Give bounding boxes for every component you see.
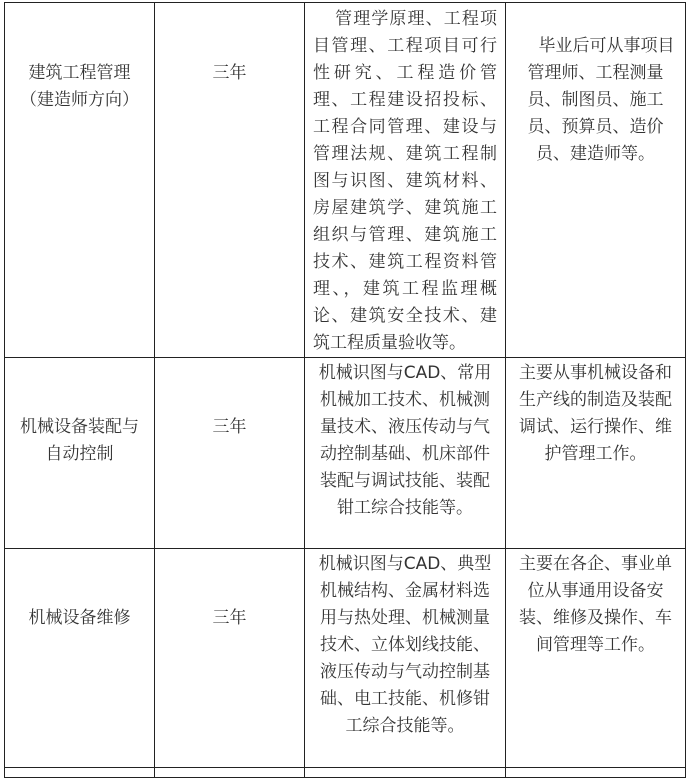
table-row-partial (5, 768, 686, 778)
empty-cell (305, 768, 506, 778)
career-cell: 毕业后可从事项目管理师、工程测量员、制图员、施工员、预算员、造价员、建造师等。 (506, 3, 686, 358)
majors-table (4, 2, 686, 778)
empty-cell (506, 768, 686, 778)
major-cell: 建筑工程管理（建造师方向） (5, 3, 155, 358)
table-row (5, 3, 686, 358)
duration-cell: 三年 (155, 3, 305, 358)
major-cell: 机械设备装配与自动控制 (5, 358, 155, 549)
empty-cell (5, 768, 155, 778)
courses-cell: 管理学原理、工程项目管理、工程项目可行性研究、工程造价管理、工程建设招投标、工程合同管理、建设与管理法规、建筑工程制图与识图、建筑材料、房屋建筑学、建筑施工组织与管理、建筑施工技术、建筑工程资料管理、，建筑工程监理概论、建筑安全技术、建筑工程质量验收等。 (305, 3, 506, 358)
career-cell: 主要在各企、事业单位从事通用设备安装、维修及操作、车间管理等工作。 (506, 549, 686, 768)
major-cell: 机械设备维修 (5, 549, 155, 768)
courses-cell: 机械识图与CAD、典型机械结构、金属材料选用与热处理、机械测量技术、立体划线技能、液压传动与气动控制基础、电工技能、机修钳工综合技能等。 (305, 549, 506, 768)
duration-cell: 三年 (155, 358, 305, 549)
courses-cell: 机械识图与CAD、常用机械加工技术、机械测量技术、液压传动与气动控制基础、机床部件装配与调试技能、装配钳工综合技能等。 (305, 358, 506, 549)
duration-cell: 三年 (155, 549, 305, 768)
table-row (5, 549, 686, 768)
table-row (5, 358, 686, 549)
empty-cell (155, 768, 305, 778)
career-cell: 主要从事机械设备和生产线的制造及装配调试、运行操作、维护管理工作。 (506, 358, 686, 549)
